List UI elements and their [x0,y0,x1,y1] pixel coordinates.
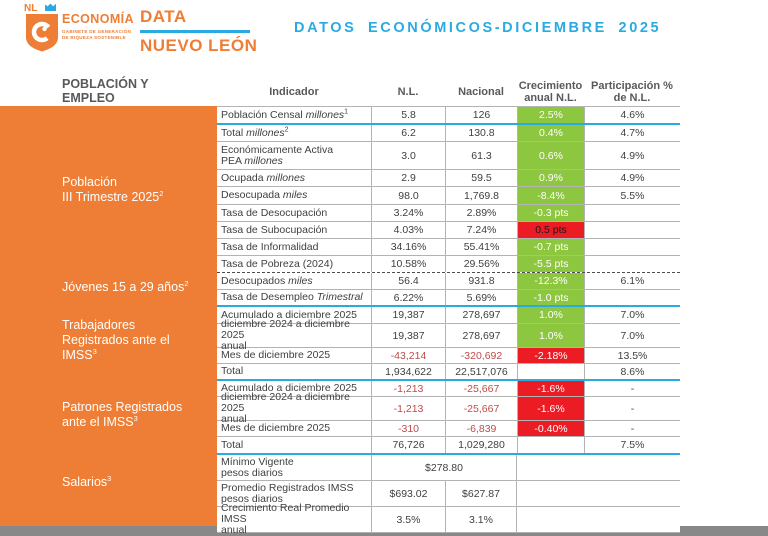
nacional-value-cell: 1,029,280 [445,437,517,453]
indicator-cell: Tasa de Subocupación [221,223,328,236]
nacional-value-cell: 1,769.8 [445,187,517,204]
indicator-cell: Población Censal millones$^1$ [221,108,349,121]
nl-value-cell: 6.22% [371,290,445,305]
nacional-value-cell: $627.87 [445,481,517,506]
nl-value-cell: 3.24% [371,205,445,221]
nuevo-leon-shield-icon [24,2,60,54]
nacional-value-cell: 130.8 [445,125,517,141]
participation-cell: 4.6% [584,107,680,123]
growth-cell: -1.0 pts [517,290,584,305]
nacional-value-cell: 7.24% [445,222,517,238]
row-group-label: Jóvenes 15 a 29 años$^2$ [62,278,189,294]
page-title: DATOS ECONÓMICOS-DICIEMBRE 2025 [294,20,662,36]
growth-cell [517,364,584,379]
economic-indicators-table [217,78,680,536]
nacional-value-cell: 22,517,076 [445,364,517,379]
nacional-value-cell: -6,839 [445,421,517,436]
nacional-value-cell: 5.69% [445,290,517,305]
economia-subtitle-line2: DE RIQUEZA SOSTENIBLE [62,34,126,40]
indicator-cell: Ocupada millones [221,171,306,184]
nuevo-leon-label: NUEVO LEÓN [140,36,258,55]
nacional-value-cell: 61.3 [445,142,517,169]
nl-value-cell: 34.16% [371,239,445,255]
nl-value-cell: 19,387 [371,307,445,323]
table-row [217,256,680,273]
growth-cell: -8.4% [517,187,584,204]
row-groups-panel [0,106,217,526]
table-row [217,170,680,187]
participation-cell [584,239,680,255]
nacional-value-cell: 29.56% [445,256,517,272]
growth-cell: 0.6% [517,142,584,169]
col-header-participacion: Participación % de N.L. [591,80,673,104]
nl-value-cell: 6.2 [371,125,445,141]
indicator-cell: Tasa de Desempleo Trimestral [221,291,363,303]
indicator-cell: Tasa de Pobreza (2024) [221,257,334,270]
growth-cell: -0.40% [517,421,584,436]
row-group-label: Salarios$^3$ [62,473,112,489]
nacional-value-cell: 126 [445,107,517,123]
indicator-cell: Mes de diciembre 2025 [221,349,331,361]
row-group-label: Trabajadores Registrados ante el IMSS$^3$ [62,318,170,362]
nl-value-cell: 10.58% [371,256,445,272]
indicator-cell: Tasa de Informalidad [221,240,319,253]
indicator-cell: Total millones$^2$ [221,126,289,139]
growth-cell: -12.3% [517,273,584,289]
table-row [217,273,680,290]
col-header-nacional: Nacional [458,86,504,98]
nacional-value-cell: 3.1% [445,507,517,532]
growth-cell: -0.7 pts [517,239,584,255]
indicator-cell: Desocupados miles [221,274,313,287]
indicator-cell: Tasa de Desocupación [221,206,328,219]
table-row [217,239,680,256]
data-nuevo-leon-logo [140,7,258,56]
participation-cell: 7.5% [584,437,680,453]
nl-value-cell: 56.4 [371,273,445,289]
nl-value-cell: -1,213 [371,381,445,396]
table-row [217,318,680,352]
economia-subtitle-line1: GABINETE DE GENERACIÓN [62,29,132,34]
indicator-cell: diciembre 2024 a diciembre 2025 anual [221,391,350,425]
indicator-cell: Acumulado a diciembre 2025 [221,382,357,394]
nl-value-cell: 2.9 [371,170,445,186]
growth-cell: 2.5% [517,107,584,123]
table-row [217,125,680,142]
table-row [217,290,680,307]
table-row [217,107,680,125]
svg-text:NL: NL [24,3,38,14]
indicator-cell: Desocupada miles [221,189,308,201]
table-row [217,348,680,364]
nl-value-cell: 98.0 [371,187,445,204]
indicator-cell: Mes de diciembre 2025 [221,422,331,434]
indicator-cell: Total [221,365,244,377]
col-header-indicador: Indicador [269,86,319,98]
participation-cell: 7.0% [584,324,680,347]
table-row [217,502,680,536]
economia-label: ECONOMÍA [62,12,134,26]
growth-cell [517,437,584,453]
participation-cell [584,205,680,221]
growth-cell: 0.4% [517,125,584,141]
nl-value-cell: 3.5% [371,507,445,532]
participation-cell: 8.6% [584,364,680,379]
growth-cell: -5.5 pts [517,256,584,272]
participation-cell: 4.7% [584,125,680,141]
nl-value-cell: -1,213 [371,397,445,420]
nl-value-cell: $693.02 [371,481,445,506]
nacional-value-cell: -25,667 [445,381,517,396]
table-row [217,205,680,222]
growth-cell: 0.9% [517,170,584,186]
nacional-value-cell: -25,667 [445,397,517,420]
row-group-label: Población III Trimestre 2025$^2$ [62,175,164,204]
merged-value-cell: $278.80 [371,455,517,480]
indicator-cell: Mínimo Vigente pesos diarios [221,455,294,479]
participation-cell: 7.0% [584,307,680,323]
nl-value-cell: -310 [371,421,445,436]
section-label: POBLACIÓN Y EMPLEO [62,77,149,105]
participation-cell [584,256,680,272]
table-header-row [217,78,680,106]
indicator-cell: Promedio Registrados IMSS pesos diarios [221,481,354,505]
nl-value-cell: -43,214 [371,348,445,363]
indicator-cell: Económicamente Activa PEA millones [221,143,334,167]
nacional-value-cell: 2.89% [445,205,517,221]
participation-cell: 4.9% [584,142,680,169]
participation-cell: 13.5% [584,348,680,363]
table-row [217,142,680,170]
participation-cell [584,222,680,238]
participation-cell: - [584,421,680,436]
indicator-cell: diciembre 2024 a diciembre 2025 anual [221,318,350,352]
nl-value-cell: 76,726 [371,437,445,453]
participation-cell: 5.5% [584,187,680,204]
nl-value-cell: 4.03% [371,222,445,238]
participation-cell: 4.9% [584,170,680,186]
nl-value-cell: 3.0 [371,142,445,169]
nl-value-cell: 1,934,622 [371,364,445,379]
table-row [217,187,680,205]
col-header-crecimiento: Crecimiento anual N.L. [518,80,583,104]
nl-value-cell: 19,387 [371,324,445,347]
growth-cell: -1.6% [517,397,584,420]
nacional-value-cell: 278,697 [445,324,517,347]
nacional-value-cell: 55.41% [445,239,517,255]
indicator-cell: Total [221,438,244,451]
growth-cell: -1.6% [517,381,584,396]
nacional-value-cell: 59.5 [445,170,517,186]
logo-divider [140,30,250,33]
indicator-cell: Crecimiento Real Promedio IMSS anual [221,502,350,536]
nacional-value-cell: -320,692 [445,348,517,363]
growth-cell: 1.0% [517,324,584,347]
growth-cell: -0.3 pts [517,205,584,221]
col-header-nl: N.L. [397,86,419,98]
participation-cell: - [584,381,680,396]
indicator-cell: Acumulado a diciembre 2025 [221,308,357,321]
table-row [217,391,680,425]
table-row [217,455,680,481]
data-label: DATA [140,7,187,26]
table-body [217,106,680,536]
economia-logo [62,12,142,40]
table-row [217,421,680,437]
growth-cell: 1.0% [517,307,584,323]
growth-cell: -2.18% [517,348,584,363]
row-group-label: Patrones Registrados ante el IMSS$^3$ [62,400,183,429]
table-row [217,437,680,455]
table-row [217,364,680,381]
nacional-value-cell: 931.8 [445,273,517,289]
participation-cell: - [584,397,680,420]
nl-value-cell: 5.8 [371,107,445,123]
growth-cell: 0.5 pts [517,222,584,238]
table-row [217,222,680,239]
nacional-value-cell: 278,697 [445,307,517,323]
participation-cell: 6.1% [584,273,680,289]
participation-cell [584,290,680,305]
